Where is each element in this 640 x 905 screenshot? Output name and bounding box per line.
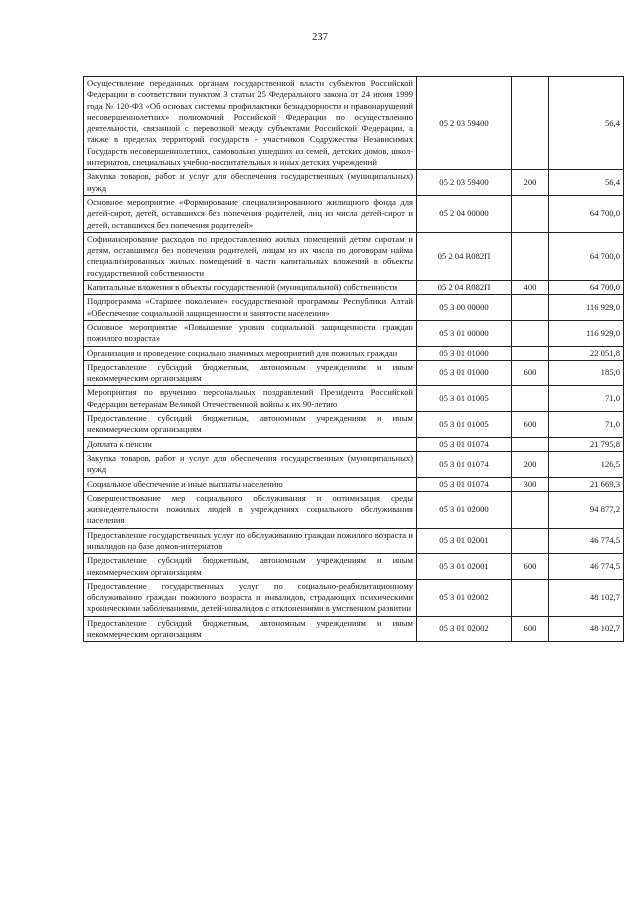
row-code-cell: 05 3 01 01005 [417,386,512,412]
row-amount-cell: 56,4 [549,77,624,170]
row-name-cell: Предоставление государственных услуг по обслуживанию граждан пожилого возраста и инвалидов на базе домов-интернатов [84,528,417,554]
table-row [84,195,624,232]
row-code-cell: 05 3 01 01000 [417,346,512,360]
row-name-cell: Предоставление субсидий бюджетным, автономным учреждениям и иным некоммерческим организациям [84,412,417,438]
row-amount-cell: 48 102,7 [549,616,624,642]
row-expense-type-cell: 600 [512,616,549,642]
table-row [84,232,624,280]
row-code-cell: 05 2 03 59400 [417,77,512,170]
table-row [84,386,624,412]
row-amount-cell: 21 795,8 [549,437,624,451]
row-code-cell: 05 3 01 01074 [417,451,512,477]
row-amount-cell: 56,4 [549,170,624,196]
budget-table-body [84,77,624,642]
row-expense-type-cell [512,77,549,170]
row-code-cell: 05 2 03 59400 [417,170,512,196]
row-amount-cell: 116 929,0 [549,320,624,346]
table-row [84,295,624,321]
row-amount-cell: 126,5 [549,451,624,477]
row-amount-cell: 22 051,8 [549,346,624,360]
row-name-cell: Основное мероприятие «Формирование специализированного жилищного фонда для детей-сирот, детей, оставшихся без попечения родителей, лиц из числа детей-сирот и детей, оставшихся без попечения родителей» [84,195,417,232]
table-row [84,554,624,580]
row-code-cell: 05 2 04 R082П [417,232,512,280]
table-row [84,491,624,528]
row-expense-type-cell: 600 [512,412,549,438]
row-name-cell: Капитальные вложения в объекты государственной (муниципальной) собственности [84,281,417,295]
table-row [84,281,624,295]
row-code-cell: 05 3 01 00000 [417,320,512,346]
row-name-cell: Подпрограмма «Старшее поколение» государственной программы Республики Алтай «Обеспечение социальной защищенности и занятости населения» [84,295,417,321]
row-amount-cell: 94 877,2 [549,491,624,528]
row-expense-type-cell: 300 [512,477,549,491]
row-code-cell: 05 3 01 01074 [417,437,512,451]
budget-table [83,76,624,642]
row-name-cell: Предоставление государственных услуг по социально-реабилитационному обслуживанию граждан пожилого возраста и инвалидов, страдающих психическими хроническими заболеваниями, детей-инвалидов с отклонениями в умственном развитии [84,579,417,616]
row-amount-cell: 64 700,0 [549,232,624,280]
page-number: 237 [312,32,328,43]
row-amount-cell: 71,0 [549,412,624,438]
table-row [84,616,624,642]
row-amount-cell: 46 774,5 [549,528,624,554]
row-expense-type-cell: 400 [512,281,549,295]
row-code-cell: 05 3 01 01005 [417,412,512,438]
row-name-cell: Основное мероприятие «Повышение уровня социальной защищенности граждан пожилого возраста» [84,320,417,346]
row-amount-cell: 46 774,5 [549,554,624,580]
row-expense-type-cell [512,437,549,451]
row-amount-cell: 64 700,0 [549,281,624,295]
row-amount-cell: 185,0 [549,360,624,386]
row-name-cell: Закупка товаров, работ и услуг для обеспечения государственных (муниципальных) нужд [84,170,417,196]
table-row [84,360,624,386]
row-expense-type-cell [512,528,549,554]
row-name-cell: Предоставление субсидий бюджетным, автономным учреждениям и иным некоммерческим организациям [84,616,417,642]
table-row [84,477,624,491]
row-expense-type-cell: 200 [512,451,549,477]
row-amount-cell: 48 102,7 [549,579,624,616]
row-expense-type-cell [512,491,549,528]
table-row [84,320,624,346]
row-code-cell: 05 2 04 R082П [417,281,512,295]
table-row [84,437,624,451]
row-code-cell: 05 3 01 02002 [417,616,512,642]
row-expense-type-cell [512,195,549,232]
row-expense-type-cell [512,295,549,321]
row-expense-type-cell [512,579,549,616]
row-name-cell: Осуществление переданных органам государственной власти субъектов Российской Федерации в соответствии пунктом 3 статьи 25 Федерального закона от 24 июня 1999 года № 120-ФЗ «Об основах системы профилактики безнадзорности и правонарушений несовершеннолетних» полномочий Российской Федерации по осуществлению деятельности, связанной с перевозкой между субъектами Российской Федерации, а также в пределах территорий государств - участников Содружества Независимых Государств несовершеннолетних, самовольно ушедших из семей, детских домов, школ-интернатов, специальных учебно-воспитательных и иных детских учреждений [84,77,417,170]
table-row [84,77,624,170]
row-name-cell: Доплата к пенсии [84,437,417,451]
row-expense-type-cell [512,232,549,280]
row-name-cell: Закупка товаров, работ и услуг для обеспечения государственных (муниципальных) нужд [84,451,417,477]
row-expense-type-cell [512,346,549,360]
table-row [84,579,624,616]
table-row [84,451,624,477]
row-name-cell: Софинансирование расходов по предоставлению жилых помещений детям сиротам и детям, оставшимся без попечения родителей, лицам из их числа по договорам найма специализированных жилых помещений в части капитальных вложений в объекты государственной собственности [84,232,417,280]
row-name-cell: Социальное обеспечение и иные выплаты населению [84,477,417,491]
row-name-cell: Предоставление субсидий бюджетным, автономным учреждениям и иным некоммерческим организациям [84,360,417,386]
row-expense-type-cell: 200 [512,170,549,196]
table-row [84,528,624,554]
row-expense-type-cell [512,320,549,346]
row-amount-cell: 116 929,0 [549,295,624,321]
table-row [84,412,624,438]
row-amount-cell: 71,0 [549,386,624,412]
row-name-cell: Организация и проведение социально значимых мероприятий для пожилых граждан [84,346,417,360]
row-name-cell: Совершенствование мер социального обслуживания и оптимизация среды жизнедеятельности пожилых людей в учреждениях социального обслуживания населения [84,491,417,528]
row-expense-type-cell: 600 [512,554,549,580]
row-amount-cell: 21 669,3 [549,477,624,491]
table-row [84,170,624,196]
table-row [84,346,624,360]
row-code-cell: 05 3 01 02000 [417,491,512,528]
row-amount-cell: 64 700,0 [549,195,624,232]
row-code-cell: 05 3 01 02001 [417,554,512,580]
row-expense-type-cell [512,386,549,412]
row-code-cell: 05 3 01 02001 [417,528,512,554]
row-code-cell: 05 3 01 02002 [417,579,512,616]
row-code-cell: 05 3 01 01000 [417,360,512,386]
row-code-cell: 05 3 00 00000 [417,295,512,321]
row-code-cell: 05 3 01 01074 [417,477,512,491]
row-name-cell: Мероприятия по вручению персональных поздравлений Президента Российской Федерации ветеранам Великой Отечественной войны к их 90-летию [84,386,417,412]
row-code-cell: 05 2 04 00000 [417,195,512,232]
row-name-cell: Предоставление субсидий бюджетным, автономным учреждениям и иным некоммерческим организациям [84,554,417,580]
row-expense-type-cell: 600 [512,360,549,386]
